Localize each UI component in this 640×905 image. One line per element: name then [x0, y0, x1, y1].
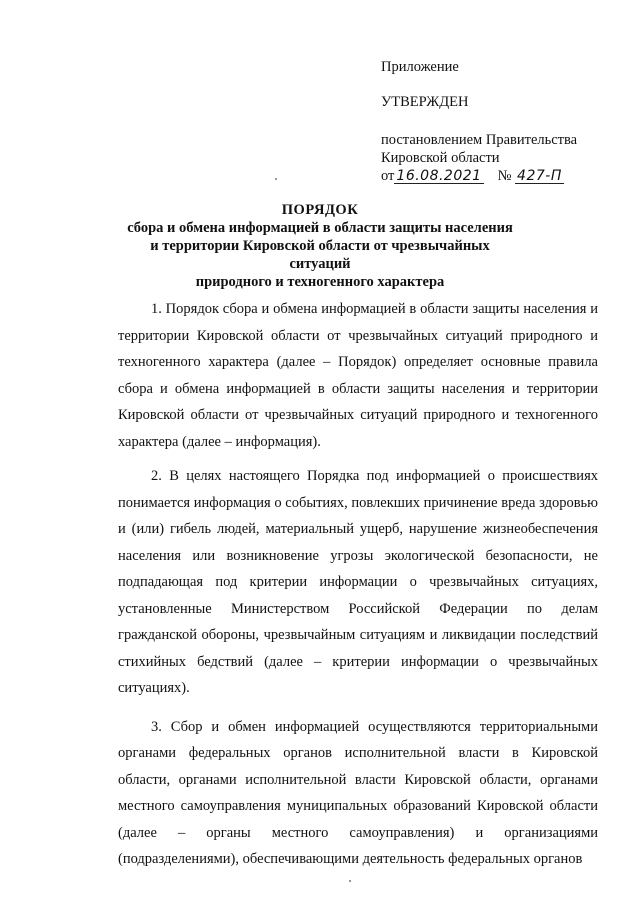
document-body	[118, 296, 598, 873]
decree-date-line	[381, 167, 577, 185]
title-subline-3: природного и техногенного характера	[195, 274, 445, 290]
number-prefix: №	[497, 168, 512, 184]
appendix-label: Приложение	[381, 59, 459, 75]
title-subline-1: сбора и обмена информацией в области защиты населения	[127, 220, 513, 236]
handwritten-number: 427-П	[517, 168, 562, 184]
decree-line-2: Кировской области	[381, 150, 500, 166]
paragraph-3: 3. Сбор и обмен информацией осуществляются территориальными органами федеральных органов исполнительной власти в Кировской области, органами исполнительной власти Кировской области, органами местного самоуправления муниципальных образований Кировской области (далее – органы местного самоуправления) и организациями (подразделениями), обеспечивающими деятельность федеральных органов	[118, 718, 598, 867]
document-title: ПОРЯДОК	[281, 202, 359, 218]
title-subline-2: и территории Кировской области от чрезвычайных ситуаций	[150, 238, 490, 272]
paragraph-2: 2. В целях настоящего Порядка под информацией о происшествиях понимается информация о событиях, повлекших причинение вреда здоровью и (или) гибель людей, материальный ущерб, нарушение жизнеобеспечения населения или возникновение угрозы экологической безопасности, не подпадающая под критерии информации о чрезвычайных ситуациях, установленные Министерством Российской Федерации по делам гражданской обороны, чрезвычайным ситуациям и ликвидации последствий стихийных бедствий (далее – критерии информации о чрезвычайных ситуациях).	[118, 468, 598, 696]
scan-speck	[275, 178, 277, 180]
approval-stamp	[381, 58, 577, 185]
document-title-block	[120, 201, 520, 291]
paragraph-1: 1. Порядок сбора и обмена информацией в области защиты населения и территории Кировской области от чрезвычайных ситуаций природного и техногенного характера (далее – Порядок) определяет основные правила сбора и обмена информацией в области защиты населения и территории Кировской области от чрезвычайных ситуаций природного и техногенного характера (далее – информация).	[118, 301, 598, 450]
handwritten-date: 16.08.2021	[396, 168, 482, 184]
scan-speck	[349, 880, 351, 882]
decree-line-1: постановлением Правительства	[381, 132, 578, 148]
date-prefix: от	[381, 168, 395, 184]
approved-label: УТВЕРЖДЕН	[381, 94, 469, 110]
